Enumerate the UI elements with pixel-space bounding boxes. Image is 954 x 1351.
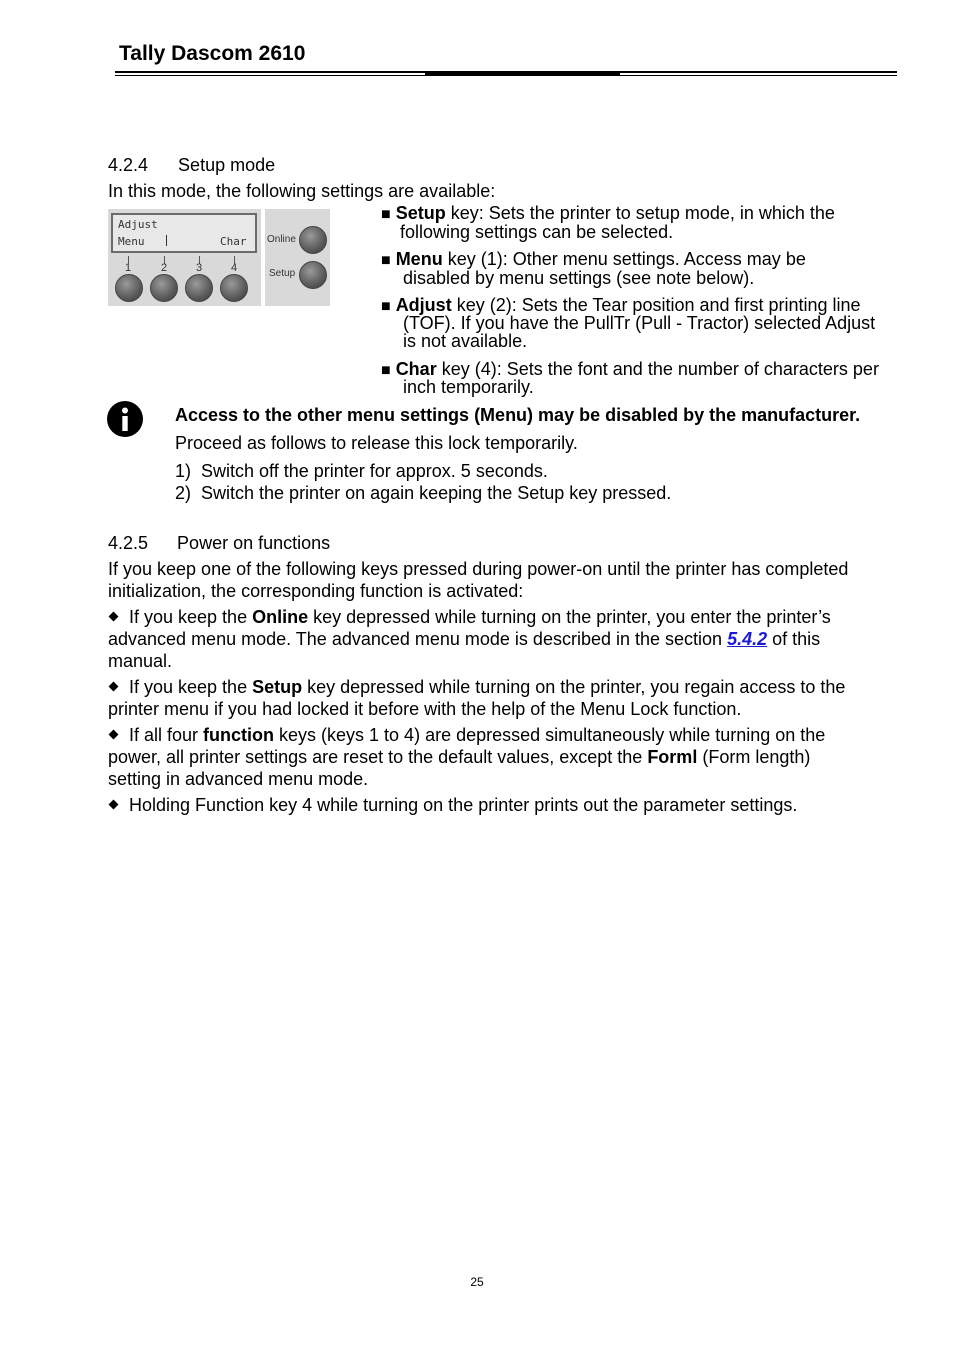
section-heading-424 xyxy=(108,154,275,176)
diamond-bullet-icon xyxy=(109,800,119,810)
online-setup-panel-image xyxy=(265,209,330,306)
section-number: 4.2.5 xyxy=(108,533,149,553)
function-key-4 xyxy=(220,274,248,302)
bullet-online-line-3: manual. xyxy=(108,651,173,671)
note-step-1: 1) Switch off the printer for approx. 5 seconds. xyxy=(175,461,548,481)
diamond-bullet-icon xyxy=(109,612,119,622)
key-number: 4 xyxy=(231,262,238,274)
section-intro-line-2: initialization, the corresponding function is activated: xyxy=(108,581,524,601)
section-title: Power on functions xyxy=(177,533,331,553)
bullet-function-line-3: setting in advanced menu mode. xyxy=(108,769,369,789)
note-heading: Access to the other menu settings (Menu) may be disabled by the manufacturer. xyxy=(175,405,861,425)
lcd-line-1: Adjust xyxy=(118,218,158,231)
section-heading-425 xyxy=(108,532,330,554)
info-icon xyxy=(107,401,143,437)
section-link-542[interactable]: 5.4.2 xyxy=(727,629,768,649)
function-key-2 xyxy=(150,274,178,302)
lcd-cursor xyxy=(166,235,167,246)
square-bullet-icon: ■ xyxy=(381,362,391,379)
key-description-char-cont: inch temporarily. xyxy=(403,377,534,397)
function-key-1 xyxy=(115,274,143,302)
bullet-setup-line-2: printer menu if you had locked it before with the help of the Menu Lock function. xyxy=(108,699,742,719)
key-description-char: ■ Char key (4): Sets the font and the number of characters per xyxy=(381,359,879,379)
setup-key-label: Setup xyxy=(269,268,296,279)
lcd-line-2-right: Char xyxy=(220,235,247,248)
section-intro: In this mode, the following settings are available: xyxy=(108,181,496,201)
header-rule-secondary xyxy=(115,75,897,76)
diamond-bullet-icon xyxy=(109,730,119,740)
square-bullet-icon: ■ xyxy=(381,252,391,269)
key-description-menu-cont: disabled by menu settings (see note below). xyxy=(403,268,755,288)
operator-panel-image xyxy=(108,209,261,306)
diamond-bullet-icon xyxy=(109,682,119,692)
key-number: 3 xyxy=(196,262,203,274)
section-intro-line-1: If you keep one of the following keys pressed during power-on until the printer has completed xyxy=(108,559,849,579)
note-text: Proceed as follows to release this lock temporarily. xyxy=(175,433,578,453)
bullet-function-line-2: power, all printer settings are reset to the default values, except the Forml (Form length) xyxy=(108,747,811,767)
note-step-2: 2) Switch the printer on again keeping the Setup key pressed. xyxy=(175,483,672,503)
section-title: Setup mode xyxy=(178,155,276,175)
document-header-title: Tally Dascom 2610 xyxy=(119,42,306,65)
key-description-adjust-cont2: is not available. xyxy=(403,331,528,351)
key-description-adjust: ■ Adjust key (2): Sets the Tear position and first printing line xyxy=(381,295,861,315)
section-number: 4.2.4 xyxy=(108,155,149,175)
page-number: 25 xyxy=(470,1275,484,1289)
key-number: 1 xyxy=(125,262,132,274)
online-key-label: Online xyxy=(267,234,296,245)
key-description-adjust-cont: (TOF). If you have the PullTr (Pull - Tractor) selected Adjust xyxy=(403,313,876,333)
online-key xyxy=(299,226,327,254)
bullet-function: If all four function keys (keys 1 to 4) are depressed simultaneously while turning on the xyxy=(108,724,825,746)
bullet-setup: If you keep the Setup key depressed while turning on the printer, you regain access to the xyxy=(108,676,845,698)
bullet-key4: Holding Function key 4 while turning on the printer prints out the parameter settings. xyxy=(108,794,797,816)
function-key-3 xyxy=(185,274,213,302)
key-number: 2 xyxy=(161,262,168,274)
key-description-setup-cont: following settings can be selected. xyxy=(400,222,674,242)
lcd-line-2-left: Menu xyxy=(118,235,145,248)
key-description-setup: ■ Setup key: Sets the printer to setup mode, in which the xyxy=(381,203,835,223)
setup-key xyxy=(299,261,327,289)
bullet-online-line-2: advanced menu mode. The advanced menu mode is described in the section 5.4.2 of this xyxy=(108,629,821,649)
key-description-menu: ■ Menu key (1): Other menu settings. Access may be xyxy=(381,249,806,269)
square-bullet-icon: ■ xyxy=(381,298,391,315)
lcd-display xyxy=(111,213,257,253)
square-bullet-icon: ■ xyxy=(381,206,391,223)
bullet-online: If you keep the Online key depressed while turning on the printer, you enter the printer’s xyxy=(108,606,831,628)
